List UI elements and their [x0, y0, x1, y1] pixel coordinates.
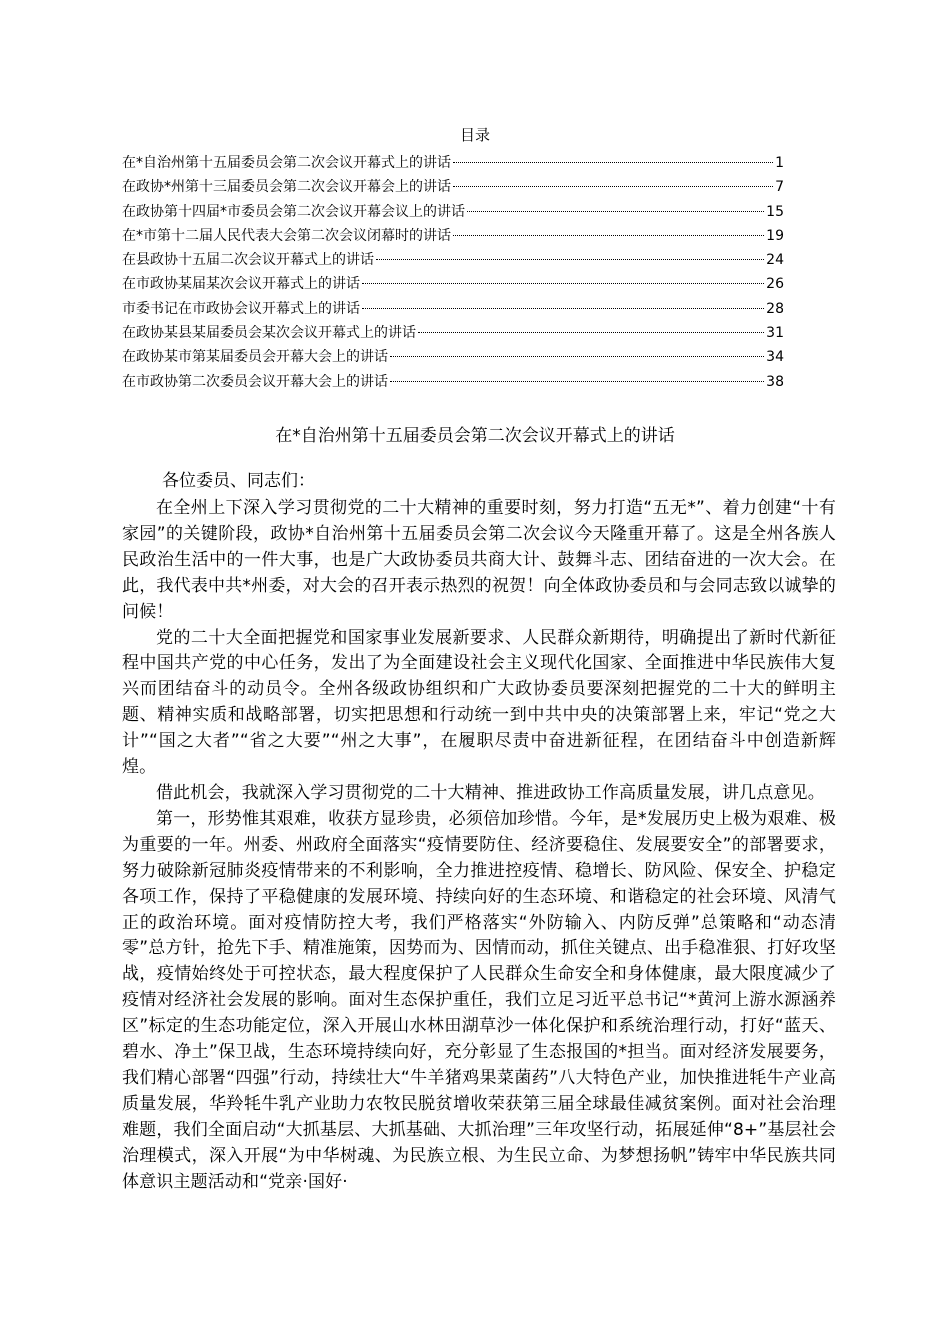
body-paragraph: 党的二十大全面把握党和国家事业发展新要求、人民群众新期待，明确提出了新时代新征程中国共产党的中心任务，发出了为全面建设社会主义现代化国家、全面推进中华民族伟大复兴而团结奋斗的动员令。全州各级政协组织和广大政协委员要深刻把握党的二十大的鲜明主题、精神实质和战略部署，切实把思想和行动统一到中共中央的决策部署上来，牢记“党之大计”“国之大者”“省之大要”“州之大事”，在履职尽责中奋进新征程，在团结奋斗中创造新辉煌。	[122, 627, 836, 778]
toc-leader-dots	[390, 381, 764, 382]
table-of-contents	[122, 151, 784, 394]
toc-entry-page: 19	[766, 227, 784, 244]
toc-entry[interactable]	[122, 297, 784, 321]
toc-leader-dots	[453, 186, 773, 187]
speech-title: 在*自治州第十五届委员会第二次会议开幕式上的讲话	[275, 426, 675, 446]
toc-leader-dots	[362, 308, 764, 309]
toc-entry[interactable]	[122, 321, 784, 345]
toc-entry-title: 在县政协十五届二次会议开幕式上的讲话	[122, 252, 374, 269]
toc-entry[interactable]	[122, 345, 784, 369]
body-paragraph: 借此机会，我就深入学习贯彻党的二十大精神、推进政协工作高质量发展，讲几点意见。	[156, 782, 825, 803]
toc-entry-page: 15	[766, 203, 784, 220]
speech-body	[122, 496, 836, 1195]
toc-entry-title: 在政协某县某届委员会某次会议开幕式上的讲话	[122, 325, 416, 342]
toc-entry-title: 在市政协某届某次会议开幕式上的讲话	[122, 276, 360, 293]
toc-leader-dots	[453, 162, 773, 163]
toc-leader-dots	[467, 211, 764, 212]
toc-entry-page: 7	[775, 179, 784, 196]
toc-entry[interactable]	[122, 224, 784, 248]
toc-entry[interactable]	[122, 248, 784, 272]
toc-entry-page: 1	[775, 155, 784, 171]
toc-entry-title: 在政协*州第十三届委员会第二次会议开幕会上的讲话	[122, 179, 451, 196]
body-paragraph: 在全州上下深入学习贯彻党的二十大精神的重要时刻，努力打造“五无*”、着力创建“十有家园”的关键阶段，政协*自治州第十五届委员会第二次会议今天隆重开幕了。这是全州各族人民政治生活中的一件大事，也是广大政协委员共商大计、鼓舞斗志、团结奋进的一次大会。在此，我代表中共*州委，对大会的召开表示热烈的祝贺！向全体政协委员和与会同志致以诚挚的问候！	[122, 498, 836, 622]
toc-entry-page: 28	[766, 300, 784, 317]
toc-title: 目录	[459, 126, 490, 144]
toc-leader-dots	[390, 356, 764, 357]
toc-leader-dots	[418, 332, 764, 333]
toc-entry-page: 26	[766, 276, 784, 293]
toc-entry-title: 在政协第十四届*市委员会第二次会议开幕会议上的讲话	[122, 203, 465, 220]
toc-entry-title: 在*自治州第十五届委员会第二次会议开幕式上的讲话	[122, 155, 451, 171]
toc-entry-title: 在*市第十二届人民代表大会第二次会议闭幕时的讲话	[122, 227, 451, 244]
toc-entry-page: 38	[766, 373, 784, 390]
toc-entry[interactable]	[122, 272, 784, 296]
toc-entry[interactable]	[122, 200, 784, 224]
toc-entry[interactable]	[122, 370, 784, 394]
toc-entry-title: 市委书记在市政协会议开幕式上的讲话	[122, 300, 360, 317]
body-paragraph: 第一，形势惟其艰难，收获方显珍贵，必须倍加珍惜。今年，是*发展历史上极为艰难、极为重要的一年。州委、州政府全面落实“疫情要防住、经济要稳住、发展要安全”的部署要求，努力破除新冠肺炎疫情带来的不利影响，全力推进控疫情、稳增长、防风险、保安全、护稳定各项工作，保持了平稳健康的发展环境、持续向好的生态环境、和谐稳定的社会环境、风清气正的政治环境。面对疫情防控大考，我们严格落实“外防输入、内防反弹”总策略和“动态清零”总方针，抢先下手、精准施策，因势而为、因情而动，抓住关键点、出手稳准狠、打好攻坚战，疫情始终处于可控状态，最大程度保护了人民群众生命安全和身体健康，最大限度减少了疫情对经济社会发展的影响。面对生态保护重任，我们立足习近平总书记“*黄河上游水源涵养区”标定的生态功能定位，深入开展山水林田湖草沙一体化保护和系统治理行动，打好“蓝天、碧水、净土”保卫战，生态环境持续向好，充分彰显了生态报国的*担当。面对经济发展要务，我们精心部署“四强”行动，持续壮大“牛羊猪鸡果菜菌药”八大特色产业，加快推进牦牛产业高质量发展，华羚牦牛乳产业助力农牧民脱贫增收荣获第三届全球最佳减贫案例。面对社会治理难题，我们全面启动“大抓基层、大抓基础、大抓治理”三年攻坚行动，拓展延伸“8+”基层社会治理模式，深入开展“为中华树魂、为民族立根、为生民立命、为梦想扬帆”铸牢中华民族共同体意识主题活动和“党亲·国好·	[122, 808, 836, 1192]
toc-entry[interactable]	[122, 151, 784, 175]
toc-entry-title: 在市政协第二次委员会议开幕大会上的讲话	[122, 373, 388, 390]
toc-entry-page: 31	[766, 325, 784, 342]
toc-entry-page: 34	[766, 349, 784, 366]
toc-entry-page: 24	[766, 252, 784, 269]
toc-leader-dots	[362, 283, 764, 284]
toc-entry[interactable]	[122, 175, 784, 199]
toc-entry-title: 在政协某市第某届委员会开幕大会上的讲话	[122, 349, 388, 366]
toc-leader-dots	[376, 259, 764, 260]
salutation: 各位委员、同志们：	[162, 471, 315, 491]
toc-leader-dots	[453, 235, 764, 236]
